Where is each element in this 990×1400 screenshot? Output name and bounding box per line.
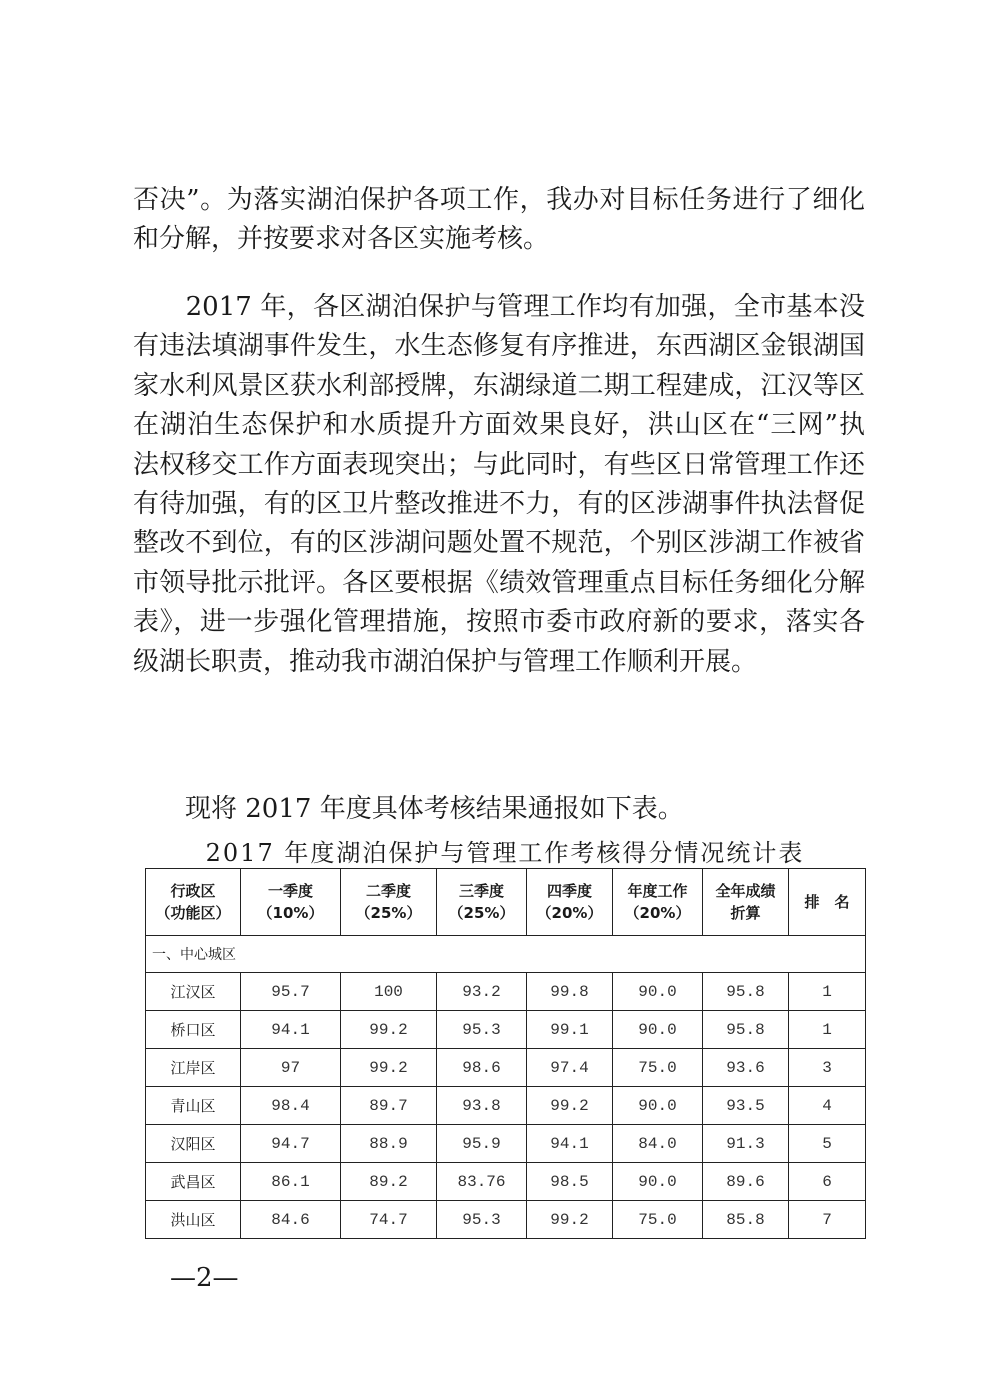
rank-cell: 5 xyxy=(789,1125,866,1163)
score-cell: 99.2 xyxy=(341,1011,437,1049)
score-cell: 100 xyxy=(341,973,437,1011)
paragraph-3 xyxy=(133,790,865,829)
header-annual-work: 年度工作 （20%） xyxy=(613,869,703,936)
section-row xyxy=(146,936,866,973)
table-row xyxy=(146,1011,866,1049)
text-line: 现将 2017 年度具体考核结果通报如下表。 xyxy=(133,794,684,824)
table-title: 2017 年度湖泊保护与管理工作考核得分情况统计表 xyxy=(205,839,805,867)
score-cell: 98.4 xyxy=(241,1087,341,1125)
score-cell: 95.8 xyxy=(703,973,789,1011)
paragraph-1 xyxy=(133,181,865,260)
score-cell: 93.2 xyxy=(437,973,527,1011)
score-cell: 99.2 xyxy=(527,1087,613,1125)
text-line: 法权移交工作方面表现突出；与此同时，有些区日常管理工作还 xyxy=(133,449,865,480)
text-line: 有违法填湖事件发生，水生态修复有序推进，东西湖区金银湖国 xyxy=(133,331,865,362)
score-cell: 75.0 xyxy=(613,1049,703,1087)
section-label: 一、中心城区 xyxy=(146,936,866,973)
score-cell: 90.0 xyxy=(613,1163,703,1201)
score-cell: 90.0 xyxy=(613,973,703,1011)
score-cell: 94.7 xyxy=(241,1125,341,1163)
score-cell: 95.8 xyxy=(703,1011,789,1049)
score-cell: 98.6 xyxy=(437,1049,527,1087)
score-cell: 89.6 xyxy=(703,1163,789,1201)
text-line: 整改不到位，有的区涉湖问题处置不规范，个别区涉湖工作被省 xyxy=(133,528,865,559)
score-cell: 97 xyxy=(241,1049,341,1087)
rank-cell: 3 xyxy=(789,1049,866,1087)
text-line: 2017 年，各区湖泊保护与管理工作均有加强，全市基本没 xyxy=(133,292,865,322)
district-name: 武昌区 xyxy=(146,1163,241,1201)
header-q1: 一季度 （10%） xyxy=(241,869,341,936)
score-cell: 90.0 xyxy=(613,1011,703,1049)
score-cell: 93.6 xyxy=(703,1049,789,1087)
score-cell: 94.1 xyxy=(241,1011,341,1049)
score-cell: 99.1 xyxy=(527,1011,613,1049)
score-cell: 75.0 xyxy=(613,1201,703,1239)
text-line: 表》，进一步强化管理措施，按照市委市政府新的要求，落实各 xyxy=(133,607,865,638)
district-name: 洪山区 xyxy=(146,1201,241,1239)
score-cell: 89.7 xyxy=(341,1087,437,1125)
text-line: 级湖长职责，推动我市湖泊保护与管理工作顺利开展。 xyxy=(133,646,758,677)
table-row xyxy=(146,1125,866,1163)
table-row xyxy=(146,973,866,1011)
score-cell: 94.1 xyxy=(527,1125,613,1163)
score-cell: 86.1 xyxy=(241,1163,341,1201)
score-cell: 95.3 xyxy=(437,1201,527,1239)
score-cell: 83.76 xyxy=(437,1163,527,1201)
table-row xyxy=(146,1049,866,1087)
score-cell: 85.8 xyxy=(703,1201,789,1239)
header-annual-score: 全年成绩 折算 xyxy=(703,869,789,936)
rank-cell: 1 xyxy=(789,973,866,1011)
rank-cell: 4 xyxy=(789,1087,866,1125)
text-line: 否决”。为落实湖泊保护各项工作，我办对目标任务进行了细化 xyxy=(133,185,865,215)
district-name: 青山区 xyxy=(146,1087,241,1125)
district-name: 江汉区 xyxy=(146,973,241,1011)
district-name: 江岸区 xyxy=(146,1049,241,1087)
score-cell: 89.2 xyxy=(341,1163,437,1201)
header-q2: 二季度 （25%） xyxy=(341,869,437,936)
paragraph-2 xyxy=(133,288,865,682)
score-cell: 99.8 xyxy=(527,973,613,1011)
score-cell: 90.0 xyxy=(613,1087,703,1125)
header-rank: 排 名 xyxy=(789,869,866,936)
score-cell: 88.9 xyxy=(341,1125,437,1163)
score-cell: 95.7 xyxy=(241,973,341,1011)
rank-cell: 7 xyxy=(789,1201,866,1239)
score-cell: 99.2 xyxy=(527,1201,613,1239)
table-row xyxy=(146,1201,866,1239)
text-line: 市领导批示批评。各区要根据《绩效管理重点目标任务细化分解 xyxy=(133,567,865,598)
page-number: —2— xyxy=(170,1263,239,1293)
text-line: 家水利风景区获水利部授牌，东湖绿道二期工程建成，江汉等区 xyxy=(133,370,865,401)
score-cell: 98.5 xyxy=(527,1163,613,1201)
text-line: 和分解，并按要求对各区实施考核。 xyxy=(133,224,550,255)
score-cell: 99.2 xyxy=(341,1049,437,1087)
score-table xyxy=(145,868,866,1239)
score-cell: 84.6 xyxy=(241,1201,341,1239)
header-district: 行政区 （功能区） xyxy=(146,869,241,936)
district-name: 桥口区 xyxy=(146,1011,241,1049)
text-line: 在湖泊生态保护和水质提升方面效果良好，洪山区在“三网”执 xyxy=(133,410,865,441)
table-row xyxy=(146,1087,866,1125)
text-line: 有待加强，有的区卫片整改推进不力，有的区涉湖事件执法督促 xyxy=(133,489,865,520)
score-cell: 97.4 xyxy=(527,1049,613,1087)
score-cell: 93.5 xyxy=(703,1087,789,1125)
score-cell: 74.7 xyxy=(341,1201,437,1239)
score-cell: 95.3 xyxy=(437,1011,527,1049)
header-q3: 三季度 （25%） xyxy=(437,869,527,936)
district-name: 汉阳区 xyxy=(146,1125,241,1163)
score-cell: 95.9 xyxy=(437,1125,527,1163)
rank-cell: 1 xyxy=(789,1011,866,1049)
rank-cell: 6 xyxy=(789,1163,866,1201)
score-cell: 93.8 xyxy=(437,1087,527,1125)
header-q4: 四季度 （20%） xyxy=(527,869,613,936)
table-row xyxy=(146,1163,866,1201)
score-cell: 91.3 xyxy=(703,1125,789,1163)
score-cell: 84.0 xyxy=(613,1125,703,1163)
table-header-row xyxy=(146,869,866,936)
